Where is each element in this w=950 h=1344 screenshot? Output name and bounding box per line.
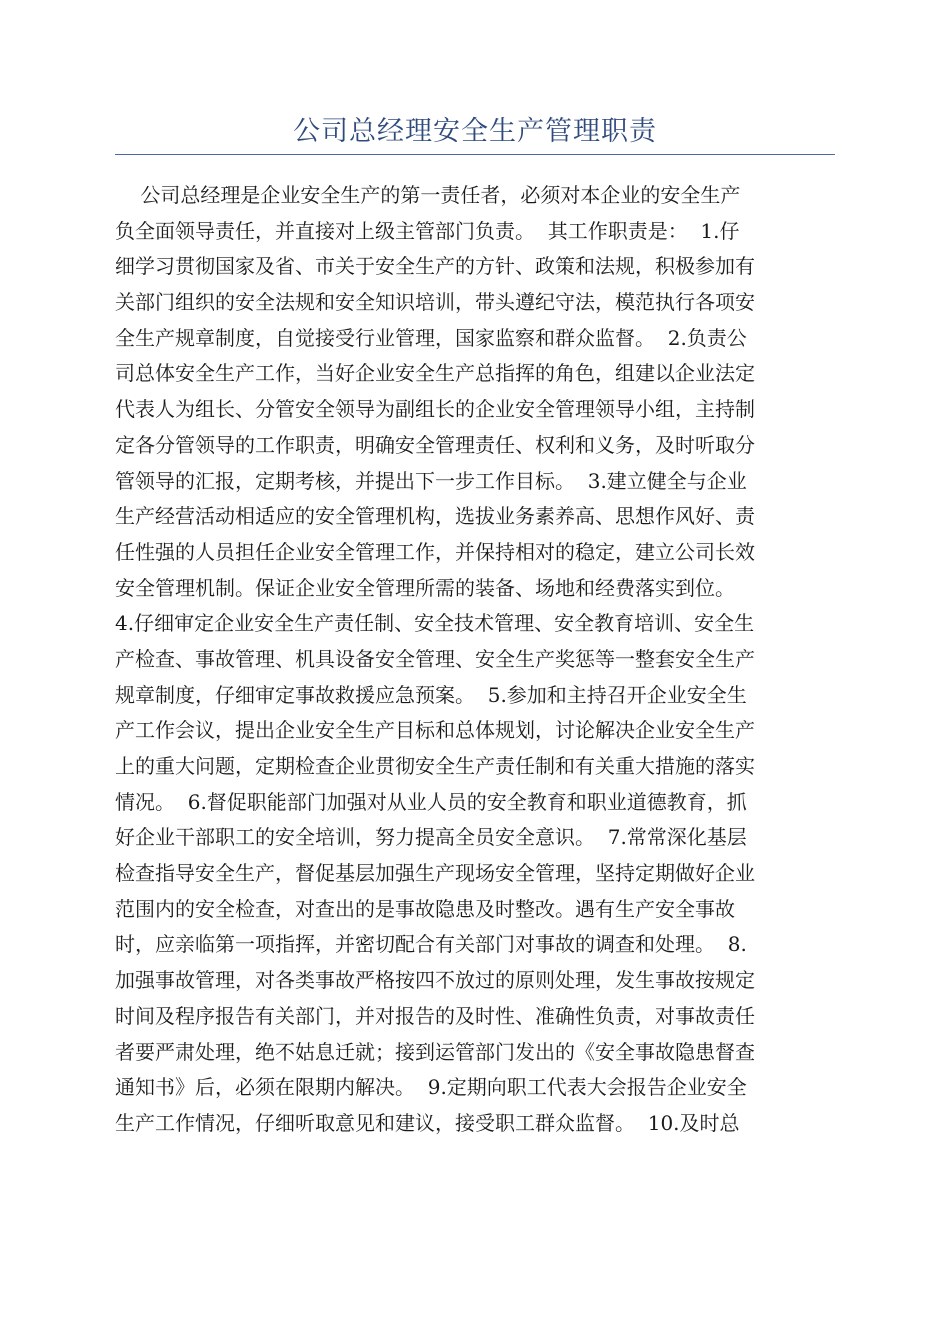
body-line: 生产工作情况，仔细听取意见和建议，接受职工群众监督。 10.及时总 (115, 1110, 740, 1135)
body-line: 者要严肃处理，绝不姑息迁就；接到运管部门发出的《安全事故隐患督查 (115, 1039, 755, 1064)
body-line: 代表人为组长、分管安全领导为副组长的企业安全管理领导小组，主持制 (115, 397, 755, 422)
body-text (115, 178, 835, 1142)
body-line: 生产经营活动相适应的安全管理机构，选拔业务素养高、思想作风好、责 (115, 504, 755, 529)
page-title: 公司总经理安全生产管理职责 (293, 116, 657, 147)
body-line: 管领导的汇报，定期考核，并提出下一步工作目标。 3.建立健全与企业 (115, 468, 747, 493)
body-line: 任性强的人员担任企业安全管理工作，并保持相对的稳定，建立公司长效 (115, 539, 755, 564)
body-line: 负全面领导责任，并直接对上级主管部门负责。 其工作职责是： 1.仔 (115, 218, 740, 243)
body-line: 时间及程序报告有关部门，并对报告的及时性、准确性负责，对事故责任 (115, 1003, 755, 1028)
body-line: 加强事故管理，对各类事故严格按四不放过的原则处理，发生事故按规定 (115, 968, 755, 993)
body-line: 范围内的安全检查，对查出的是事故隐患及时整改。遇有生产安全事故 (115, 896, 735, 921)
body-line: 定各分管领导的工作职责，明确安全管理责任、权利和义务，及时听取分 (115, 432, 755, 457)
body-line: 产检查、事故管理、机具设备安全管理、安全生产奖惩等一整套安全生产 (115, 646, 755, 671)
body-line: 安全管理机制。保证企业安全管理所需的装备、场地和经费落实到位。 (115, 575, 735, 600)
body-line: 好企业干部职工的安全培训，努力提高全员安全意识。 7.常常深化基层 (115, 825, 747, 850)
body-line: 产工作会议，提出企业安全生产目标和总体规划，讨论解决企业安全生产 (115, 718, 755, 743)
body-line: 检查指导安全生产，督促基层加强生产现场安全管理，坚持定期做好企业 (115, 861, 755, 886)
title-underline (115, 154, 835, 155)
body-line: 情况。 6.督促职能部门加强对从业人员的安全教育和职业道德教育，抓 (115, 789, 747, 814)
body-line: 全生产规章制度，自觉接受行业管理，国家监察和群众监督。 2.负责公 (115, 325, 747, 350)
body-line: 细学习贯彻国家及省、市关于安全生产的方针、政策和法规，积极参加有 (115, 254, 755, 279)
body-line: 规章制度，仔细审定事故救援应急预案。 5.参加和主持召开企业安全生 (115, 682, 747, 707)
body-line: 通知书》后，必须在限期内解决。 9.定期向职工代表大会报告企业安全 (115, 1075, 747, 1100)
body-line: 司总体安全生产工作，当好企业安全生产总指挥的角色，组建以企业法定 (115, 361, 755, 386)
body-line: 关部门组织的安全法规和安全知识培训，带头遵纪守法，模范执行各项安 (115, 290, 755, 315)
body-line: 上的重大问题，定期检查企业贯彻安全生产责任制和有关重大措施的落实 (115, 754, 755, 778)
body-line: 时，应亲临第一项指挥，并密切配合有关部门对事故的调查和处理。 8. (115, 932, 747, 957)
body-line: 公司总经理是企业安全生产的第一责任者，必须对本企业的安全生产 (115, 183, 741, 207)
body-line: 4.仔细审定企业安全生产责任制、安全技术管理、安全教育培训、安全生 (115, 611, 755, 636)
